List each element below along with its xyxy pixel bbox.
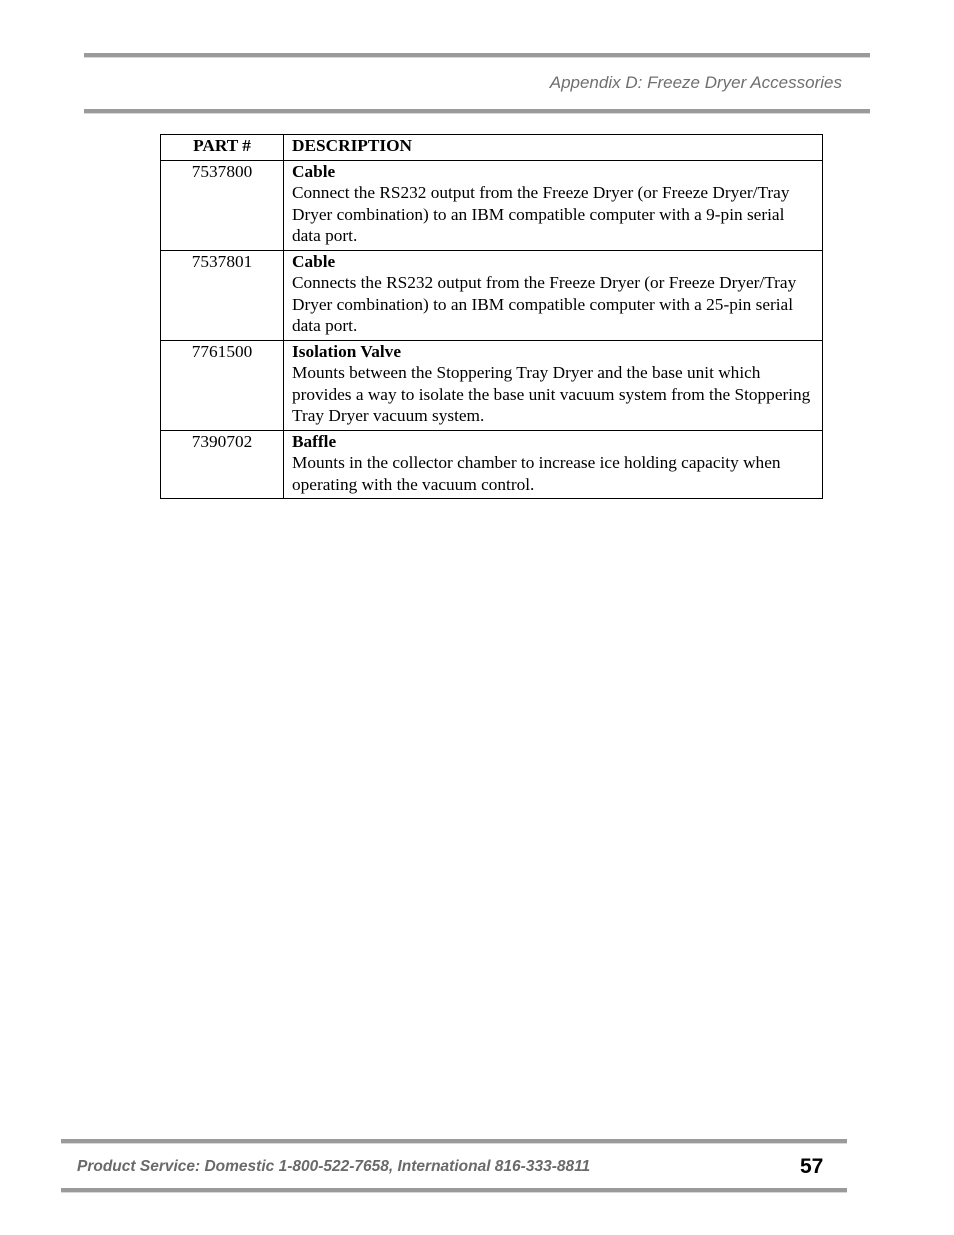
- item-name: Isolation Valve: [292, 341, 401, 361]
- column-header-description: DESCRIPTION: [284, 135, 823, 161]
- page-number: 57: [800, 1155, 824, 1178]
- item-description: Mounts in the collector chamber to increase ice holding capacity when operating with the vacuum control.: [292, 453, 781, 494]
- item-name: Cable: [292, 251, 336, 271]
- table-row: [161, 250, 823, 340]
- product-service-text: Product Service: Domestic 1-800-522-7658, International 816-333-8811: [77, 1158, 591, 1175]
- header-bottom-rule: [84, 109, 870, 114]
- column-header-part: PART #: [161, 135, 284, 161]
- header-top-rule: [84, 53, 870, 58]
- part-number-cell: 7390702: [161, 430, 284, 499]
- table-header-row: [161, 135, 823, 161]
- description-cell: [284, 340, 823, 430]
- page-header-title: Appendix D: Freeze Dryer Accessories: [549, 73, 842, 92]
- item-description: Connects the RS232 output from the Freeze Dryer (or Freeze Dryer/Tray Dryer combination) to an IBM compatible computer with a 25-pin serial data port.: [292, 273, 797, 335]
- table-row: [161, 430, 823, 499]
- description-cell: [284, 160, 823, 250]
- item-description: Connect the RS232 output from the Freeze Dryer (or Freeze Dryer/Tray Dryer combination) to an IBM compatible computer with a 9-pin serial data port.: [292, 183, 790, 245]
- table-row: [161, 340, 823, 430]
- footer-top-rule: [61, 1139, 847, 1144]
- item-name: Cable: [292, 161, 336, 181]
- part-number-cell: 7537801: [161, 250, 284, 340]
- part-number-cell: 7537800: [161, 160, 284, 250]
- item-description: Mounts between the Stoppering Tray Dryer and the base unit which provides a way to isolate the base unit vacuum system from the Stoppering Tray Dryer vacuum system.: [292, 363, 811, 425]
- table-row: [161, 160, 823, 250]
- accessories-table: [160, 134, 823, 499]
- footer-bottom-rule: [61, 1188, 847, 1193]
- description-cell: [284, 430, 823, 499]
- item-name: Baffle: [292, 431, 337, 451]
- part-number-cell: 7761500: [161, 340, 284, 430]
- description-cell: [284, 250, 823, 340]
